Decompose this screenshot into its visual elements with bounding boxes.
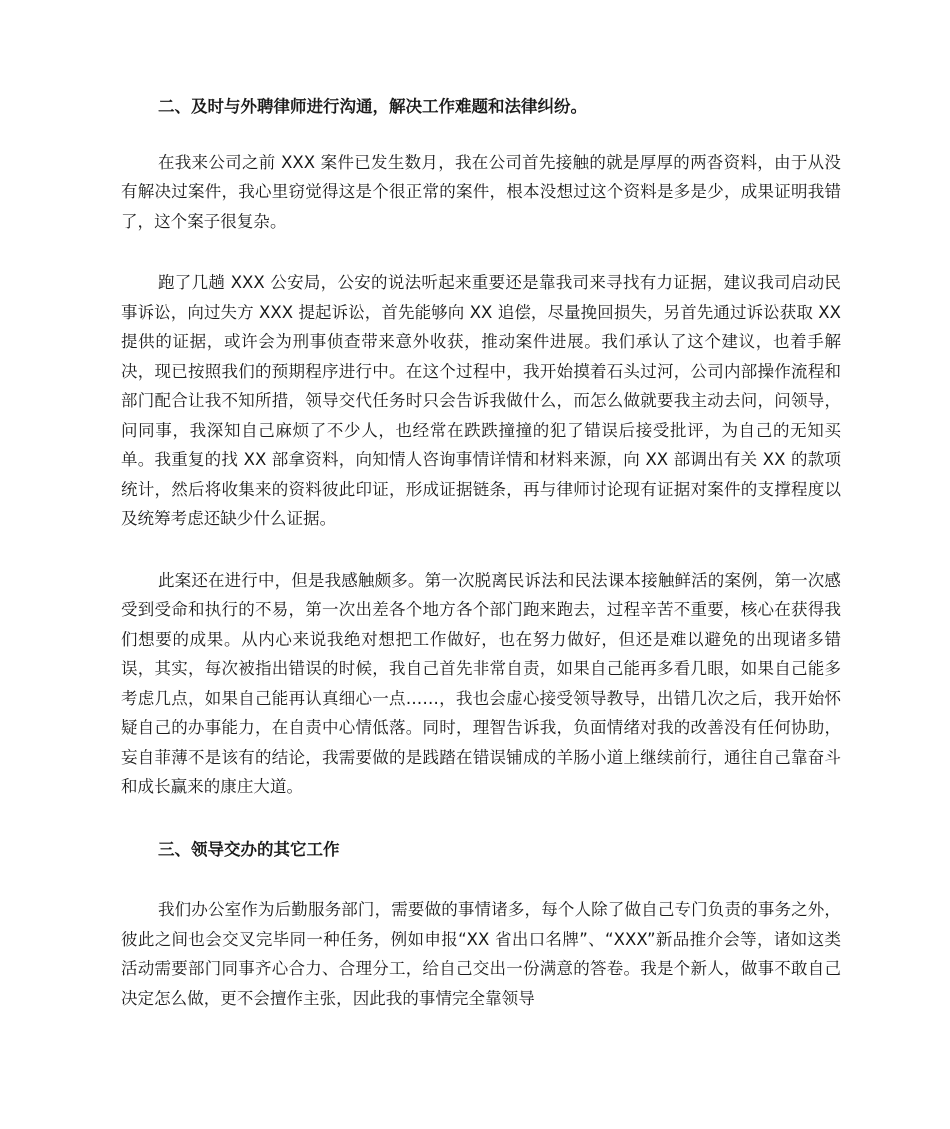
document-page — [121, 92, 841, 1013]
spacer — [121, 864, 841, 895]
paragraph-case-background: 在我来公司之前 XXX 案件已发生数月，我在公司首先接触的就是厚厚的两沓资料，由于从没有解决过案件，我心里窃觉得这是个很正常的案件，根本没想过这个资料是多是少，成果证明我错了，这个案子很复杂。 — [121, 152, 841, 231]
spacer — [121, 236, 841, 268]
paragraph-case-process: 跑了几趟 XXX 公安局，公安的说法听起来重要还是靠我司来寻找有力证据，建议我司启动民事诉讼，向过失方 XXX 提起诉讼，首先能够向 XX 追偿，尽量挽回损失，另首先通过诉讼获取 XX 提供的证据，或许会为刑事侦查带来意外收获，推动案件进展。我们承认了这个建议，也着手解决，现已按照我们的预期程序进行中。在这个过程中，我开始摸着石头过河，公司内部操作流程和部门配合让我不知所措，领导交代任务时只会告诉我做什么，而怎么做就要我主动去问，问领导，问同事，我深知自己麻烦了不少人，也经常在跌跌撞撞的犯了错误后接受批评，为自己的无知买单。我重复的找 XX 部拿资料，向知情人咨询事情详情和材料来源，向 XX 部调出有关 XX 的款项统计，然后将收集来的资料彼此印证，形成证据链条，再与律师讨论现有证据对案件的支撑程度以及统筹考虑还缺少什么证据。 — [121, 273, 841, 528]
spacer — [121, 534, 841, 566]
paragraph-other-work: 我们办公室作为后勤服务部门，需要做的事情诸多，每个人除了做自己专门负责的事务之外，彼此之间也会交叉完毕同一种任务，例如申报“XX 省出口名牌”、“XXX”新品推介会等，诸如这类活动需要部门同事齐心合力、合理分工，给自己交出一份满意的答卷。我是个新人，做事不敢自己决定怎么做，更不会擅作主张，因此我的事情完全靠领导 — [121, 900, 841, 1008]
spacer — [121, 122, 841, 148]
section-heading-3: 三、领导交办的其它工作 — [158, 839, 340, 859]
paragraph-reflection: 此案还在进行中，但是我感触颇多。第一次脱离民诉法和民法课本接触鲜活的案例，第一次感受到受命和执行的不易，第一次出差各个地方各个部门跑来跑去，过程辛苦不重要，核心在获得我们想要的成果。从内心来说我绝对想把工作做好，也在努力做好，但还是难以避免的出现诸多错误，其实，每次被指出错误的时候，我自己首先非常自责，如果自己能再多看几眼，如果自己能多考虑几点，如果自己能再认真细心一点……，我也会虚心接受领导教导，出错几次之后，我开始怀疑自己的办事能力，在自责中心情低落。同时，理智告诉我，负面情绪对我的改善没有任何协助，妄自菲薄不是该有的结论，我需要做的是践踏在错误铺成的羊肠小道上继续前行，通往自己靠奋斗和成长赢来的康庄大道。 — [121, 570, 841, 796]
spacer — [121, 802, 841, 835]
section-heading-2: 二、及时与外聘律师进行沟通，解决工作难题和法律纠纷。 — [158, 97, 587, 116]
